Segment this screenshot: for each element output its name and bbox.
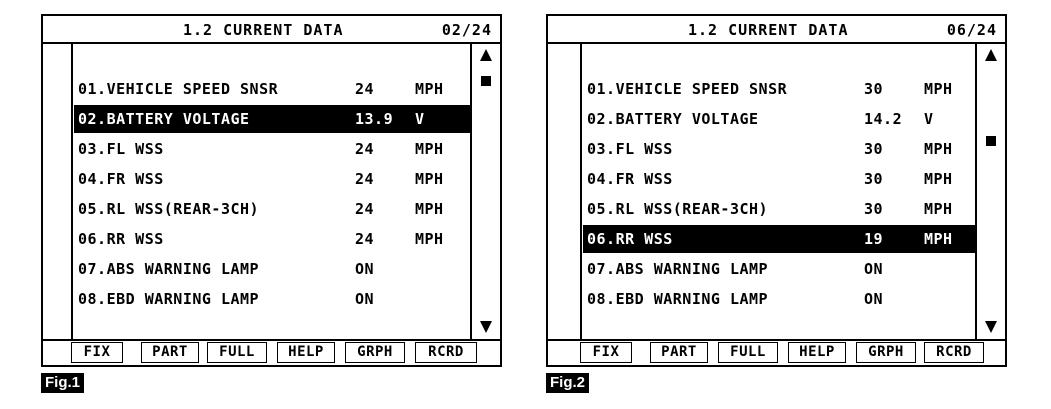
list-item[interactable] bbox=[74, 224, 470, 254]
square-icon[interactable] bbox=[986, 136, 996, 146]
item-value: 30 bbox=[864, 80, 884, 98]
item-value: 24 bbox=[355, 230, 375, 248]
item-value: ON bbox=[355, 260, 375, 278]
item-name: 04.FR WSS bbox=[78, 170, 164, 188]
panel-title: 1.2 CURRENT DATA bbox=[688, 21, 849, 39]
item-unit: V bbox=[415, 110, 425, 128]
item-unit: MPH bbox=[415, 80, 444, 98]
item-name: 06.RR WSS bbox=[587, 230, 673, 248]
left-margin-line bbox=[71, 44, 73, 339]
current-data-panel-1 bbox=[41, 14, 502, 367]
left-margin-line bbox=[580, 44, 582, 339]
item-value: ON bbox=[864, 260, 884, 278]
help-button[interactable]: HELP bbox=[277, 342, 335, 363]
data-list bbox=[74, 74, 470, 314]
item-unit: MPH bbox=[415, 170, 444, 188]
item-value: 30 bbox=[864, 170, 884, 188]
item-name: 03.FL WSS bbox=[78, 140, 164, 158]
item-value: 30 bbox=[864, 200, 884, 218]
item-name: 04.FR WSS bbox=[587, 170, 673, 188]
triangle-up-icon[interactable] bbox=[480, 49, 492, 61]
list-item[interactable] bbox=[583, 134, 975, 164]
list-item[interactable] bbox=[583, 284, 975, 314]
item-value: 24 bbox=[355, 170, 375, 188]
item-unit: MPH bbox=[924, 140, 953, 158]
help-button[interactable]: HELP bbox=[788, 342, 846, 363]
full-button[interactable]: FULL bbox=[207, 342, 267, 363]
fix-button[interactable]: FIX bbox=[71, 342, 123, 363]
item-unit: V bbox=[924, 110, 934, 128]
function-bar bbox=[43, 339, 500, 365]
data-list bbox=[583, 74, 975, 314]
grph-button[interactable]: GRPH bbox=[856, 342, 916, 363]
list-item[interactable] bbox=[583, 254, 975, 284]
item-unit: MPH bbox=[415, 200, 444, 218]
list-item[interactable] bbox=[583, 104, 975, 134]
list-item[interactable] bbox=[74, 194, 470, 224]
figure-label: Fig.2 bbox=[546, 373, 589, 393]
item-value: 13.9 bbox=[355, 110, 394, 128]
part-button[interactable]: PART bbox=[141, 342, 199, 363]
list-item[interactable] bbox=[74, 74, 470, 104]
item-value: 24 bbox=[355, 140, 375, 158]
item-value: ON bbox=[355, 290, 375, 308]
function-bar bbox=[548, 339, 1005, 365]
item-name: 01.VEHICLE SPEED SNSR bbox=[587, 80, 788, 98]
figure-label: Fig.1 bbox=[41, 373, 84, 393]
item-name: 08.EBD WARNING LAMP bbox=[78, 290, 260, 308]
item-name: 08.EBD WARNING LAMP bbox=[587, 290, 769, 308]
rcrd-button[interactable]: RCRD bbox=[924, 342, 984, 363]
item-name: 01.VEHICLE SPEED SNSR bbox=[78, 80, 279, 98]
item-name: 05.RL WSS(REAR-3CH) bbox=[78, 200, 260, 218]
item-name: 02.BATTERY VOLTAGE bbox=[78, 110, 250, 128]
list-item[interactable] bbox=[74, 134, 470, 164]
scrollbar[interactable] bbox=[470, 44, 500, 339]
rcrd-button[interactable]: RCRD bbox=[415, 342, 477, 363]
triangle-down-icon[interactable] bbox=[985, 321, 997, 333]
scrollbar[interactable] bbox=[975, 44, 1005, 339]
current-data-panel-2 bbox=[546, 14, 1007, 367]
list-item[interactable] bbox=[74, 164, 470, 194]
item-value: 24 bbox=[355, 200, 375, 218]
item-name: 03.FL WSS bbox=[587, 140, 673, 158]
item-value: ON bbox=[864, 290, 884, 308]
item-value: 30 bbox=[864, 140, 884, 158]
list-item[interactable] bbox=[74, 254, 470, 284]
item-unit: MPH bbox=[924, 170, 953, 188]
part-button[interactable]: PART bbox=[650, 342, 708, 363]
item-value: 24 bbox=[355, 80, 375, 98]
fix-button[interactable]: FIX bbox=[580, 342, 632, 363]
list-item-selected[interactable] bbox=[583, 225, 975, 253]
item-name: 07.ABS WARNING LAMP bbox=[78, 260, 260, 278]
list-item-selected[interactable] bbox=[74, 105, 470, 133]
grph-button[interactable]: GRPH bbox=[345, 342, 405, 363]
list-item[interactable] bbox=[583, 74, 975, 104]
list-item[interactable] bbox=[583, 164, 975, 194]
item-value: 14.2 bbox=[864, 110, 903, 128]
item-unit: MPH bbox=[415, 140, 444, 158]
page-indicator: 06/24 bbox=[946, 21, 997, 39]
page-indicator: 02/24 bbox=[441, 21, 492, 39]
item-unit: MPH bbox=[924, 80, 953, 98]
triangle-down-icon[interactable] bbox=[480, 321, 492, 333]
item-name: 02.BATTERY VOLTAGE bbox=[587, 110, 759, 128]
item-name: 05.RL WSS(REAR-3CH) bbox=[587, 200, 769, 218]
full-button[interactable]: FULL bbox=[718, 342, 778, 363]
list-item[interactable] bbox=[583, 194, 975, 224]
item-name: 07.ABS WARNING LAMP bbox=[587, 260, 769, 278]
panel-header bbox=[43, 16, 500, 44]
item-unit: MPH bbox=[924, 230, 953, 248]
square-icon[interactable] bbox=[481, 76, 491, 86]
item-name: 06.RR WSS bbox=[78, 230, 164, 248]
list-item[interactable] bbox=[74, 284, 470, 314]
item-value: 19 bbox=[864, 230, 884, 248]
item-unit: MPH bbox=[415, 230, 444, 248]
panel-title: 1.2 CURRENT DATA bbox=[183, 21, 344, 39]
item-unit: MPH bbox=[924, 200, 953, 218]
panel-header bbox=[548, 16, 1005, 44]
triangle-up-icon[interactable] bbox=[985, 49, 997, 61]
